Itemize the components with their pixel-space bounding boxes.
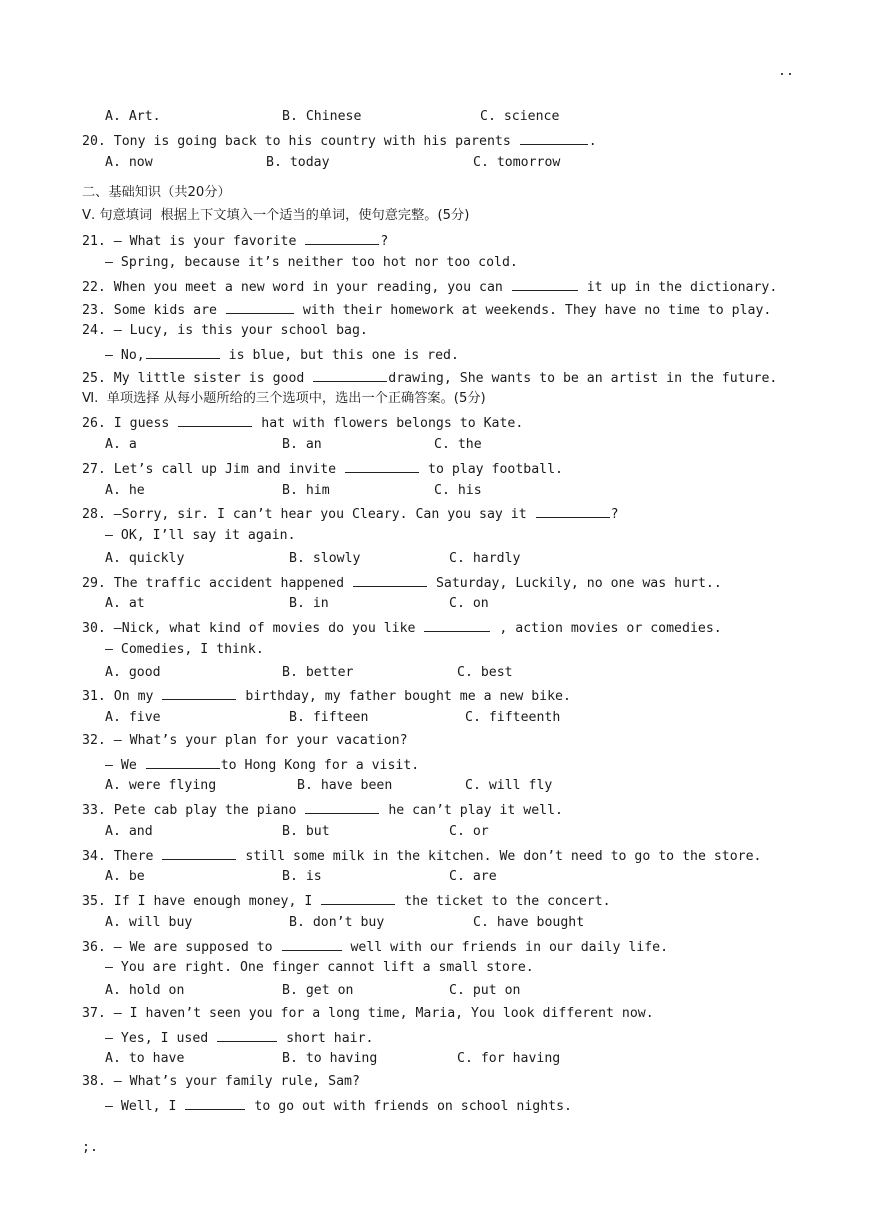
answer-blank <box>520 132 588 145</box>
question-text-end: . <box>588 134 597 149</box>
q20-option-c: C. tomorrow <box>473 155 561 170</box>
answer-blank <box>424 619 490 632</box>
q29-option-c: C. on <box>449 596 489 611</box>
question-number: 32. <box>82 733 106 748</box>
q32-option-a: A. were flying <box>105 778 217 793</box>
question-35 <box>82 892 611 910</box>
question-number: 37. <box>82 1006 106 1021</box>
question-text-end: ? <box>610 507 619 522</box>
question-number: 30. <box>82 621 106 636</box>
q19-option-c: C. science <box>480 109 560 124</box>
section-heading-2: 二、基础知识（共20分） <box>82 185 231 200</box>
section-heading-6: Ⅵ. 单项选择 从每小题所给的三个选项中，选出一个正确答案。(5分) <box>82 391 486 406</box>
answer-blank <box>146 346 220 359</box>
question-text: Let’s call up Jim and invite <box>113 462 337 477</box>
question-text: I guess <box>113 416 170 431</box>
q32-option-c: C. will fly <box>465 778 553 793</box>
q31-option-c: C. fifteenth <box>465 710 561 725</box>
question-text-end: hat with flowers belongs to Kate. <box>261 416 524 431</box>
question-text: — We are supposed to <box>113 940 273 955</box>
answer-blank <box>282 938 342 951</box>
q29-option-b: B. in <box>289 596 329 611</box>
q28-option-a: A. quickly <box>105 551 185 566</box>
q28-reply: — OK, I’ll say it again. <box>105 528 296 543</box>
question-text: The traffic accident happened <box>113 576 345 591</box>
q29-option-a: A. at <box>105 596 145 611</box>
question-number: 22. <box>82 280 106 295</box>
question-37 <box>82 1006 654 1022</box>
question-text: — What is your favorite <box>113 234 297 249</box>
q33-option-c: C. or <box>449 824 489 839</box>
question-text: — What’s your plan for your vacation? <box>113 733 408 748</box>
q19-option-b: B. Chinese <box>282 109 362 124</box>
question-text-end: Saturday, Luckily, no one was hurt.. <box>435 576 722 591</box>
question-text-end: it up in the dictionary. <box>586 280 778 295</box>
q30-option-b: B. better <box>282 665 354 680</box>
question-text: When you meet a new word in your reading, you can <box>113 280 503 295</box>
header-mark: .. <box>778 64 794 79</box>
question-number: 33. <box>82 803 106 818</box>
reply-text: — We <box>105 758 137 773</box>
question-text: There <box>113 849 154 864</box>
footer-mark: ;. <box>82 1140 98 1155</box>
q27-option-a: A. he <box>105 483 145 498</box>
q30-option-c: C. best <box>457 665 513 680</box>
section-heading-5: Ⅴ. 句意填词 根据上下文填入一个适当的单词，使句意完整。(5分) <box>82 208 470 223</box>
question-number: 21. <box>82 234 106 249</box>
question-number: 20. <box>82 134 106 149</box>
q28-option-c: C. hardly <box>449 551 521 566</box>
answer-blank <box>162 687 236 700</box>
question-text: — Lucy, is this your school bag. <box>113 323 368 338</box>
q36-option-b: B. get on <box>282 983 354 998</box>
reply-text: — Yes, I used <box>105 1031 209 1046</box>
q20-option-b: B. today <box>266 155 330 170</box>
question-text: — I haven’t seen you for a long time, Maria, You look different now. <box>113 1006 654 1021</box>
question-number: 31. <box>82 689 106 704</box>
question-text-end: ? <box>380 234 389 249</box>
question-34 <box>82 847 761 865</box>
question-text-end: the ticket to the concert. <box>404 894 611 909</box>
question-26 <box>82 414 523 432</box>
question-21 <box>82 232 388 250</box>
question-text-end: to play football. <box>428 462 563 477</box>
q33-option-b: B. but <box>282 824 330 839</box>
question-22 <box>82 278 777 296</box>
q28-option-b: B. slowly <box>289 551 361 566</box>
question-text: If I have enough money, I <box>113 894 313 909</box>
question-31 <box>82 687 571 705</box>
question-text-end: with their homework at weekends. They have no time to play. <box>302 303 772 318</box>
q32-reply <box>105 756 419 774</box>
question-number: 28. <box>82 507 106 522</box>
question-38 <box>82 1074 360 1090</box>
q31-option-b: B. fifteen <box>289 710 369 725</box>
q36-reply: — You are right. One finger cannot lift a small store. <box>105 960 534 975</box>
reply-text-end: to Hong Kong for a visit. <box>220 758 420 773</box>
question-text-end: birthday, my father bought me a new bike. <box>245 689 571 704</box>
answer-blank <box>185 1097 245 1110</box>
question-number: 26. <box>82 416 106 431</box>
question-number: 36. <box>82 940 106 955</box>
question-number: 25. <box>82 371 106 386</box>
question-27 <box>82 460 563 478</box>
q30-option-a: A. good <box>105 665 161 680</box>
question-text-end: still some milk in the kitchen. We don’t need to go to the store. <box>245 849 762 864</box>
answer-blank <box>305 801 379 814</box>
answer-blank <box>353 574 427 587</box>
question-text: On my <box>113 689 154 704</box>
question-text: Pete cab play the piano <box>113 803 297 818</box>
question-text: —Sorry, sir. I can’t hear you Cleary. Can you say it <box>113 507 527 522</box>
question-number: 29. <box>82 576 106 591</box>
q36-option-a: A. hold on <box>105 983 185 998</box>
question-28 <box>82 505 619 523</box>
q35-option-b: B. don’t buy <box>289 915 385 930</box>
question-text: Some kids are <box>113 303 217 318</box>
reply-text: — Well, I <box>105 1099 177 1114</box>
q32-option-b: B. have been <box>297 778 393 793</box>
answer-blank <box>345 460 419 473</box>
question-number: 34. <box>82 849 106 864</box>
question-number: 35. <box>82 894 106 909</box>
answer-blank <box>536 505 610 518</box>
q37-option-a: A. to have <box>105 1051 185 1066</box>
question-text: My little sister is good <box>113 371 305 386</box>
question-number: 27. <box>82 462 106 477</box>
q33-option-a: A. and <box>105 824 153 839</box>
question-text: —Nick, what kind of movies do you like <box>113 621 416 636</box>
question-text: Tony is going back to his country with his parents <box>113 134 511 149</box>
question-text-end: , action movies or comedies. <box>499 621 722 636</box>
question-24 <box>82 323 368 339</box>
answer-blank <box>146 756 220 769</box>
q26-option-a: A. a <box>105 437 137 452</box>
question-text: — What’s your family rule, Sam? <box>113 1074 360 1089</box>
q20-option-a: A. now <box>105 155 153 170</box>
answer-blank <box>178 414 252 427</box>
answer-blank <box>512 278 578 291</box>
q30-reply: — Comedies, I think. <box>105 642 264 657</box>
question-text-end: well with our friends in our daily life. <box>350 940 669 955</box>
q21-reply: — Spring, because it’s neither too hot nor too cold. <box>105 255 518 270</box>
question-36 <box>82 938 668 956</box>
q31-option-a: A. five <box>105 710 161 725</box>
q19-option-a: A. Art. <box>105 109 161 124</box>
answer-blank <box>313 369 387 382</box>
reply-text: — No, <box>105 348 145 363</box>
q35-option-a: A. will buy <box>105 915 193 930</box>
q37-option-c: C. for having <box>457 1051 561 1066</box>
q34-option-c: C. are <box>449 869 497 884</box>
question-20 <box>82 132 597 150</box>
q27-option-c: C. his <box>434 483 482 498</box>
question-25 <box>82 369 777 387</box>
answer-blank <box>226 301 294 314</box>
answer-blank <box>162 847 236 860</box>
answer-blank <box>305 232 379 245</box>
question-number: 38. <box>82 1074 106 1089</box>
reply-text-end: short hair. <box>286 1031 374 1046</box>
q36-option-c: C. put on <box>449 983 521 998</box>
q35-option-c: C. have bought <box>473 915 585 930</box>
reply-text-end: is blue, but this one is red. <box>228 348 459 363</box>
question-text-end: he can’t play it well. <box>388 803 563 818</box>
answer-blank <box>321 892 395 905</box>
q34-option-a: A. be <box>105 869 145 884</box>
question-text-end: drawing, She wants to be an artist in the future. <box>388 371 778 386</box>
q37-reply <box>105 1029 373 1047</box>
question-number: 24. <box>82 323 106 338</box>
q37-option-b: B. to having <box>282 1051 378 1066</box>
question-33 <box>82 801 563 819</box>
q24-reply <box>105 346 459 364</box>
question-29 <box>82 574 722 592</box>
q38-reply <box>105 1097 572 1115</box>
q27-option-b: B. him <box>282 483 330 498</box>
q34-option-b: B. is <box>282 869 322 884</box>
question-30 <box>82 619 722 637</box>
q26-option-c: C. the <box>434 437 482 452</box>
question-23 <box>82 301 771 319</box>
answer-blank <box>217 1029 277 1042</box>
question-number: 23. <box>82 303 106 318</box>
question-32 <box>82 733 408 749</box>
reply-text-end: to go out with friends on school nights. <box>254 1099 572 1114</box>
q26-option-b: B. an <box>282 437 322 452</box>
